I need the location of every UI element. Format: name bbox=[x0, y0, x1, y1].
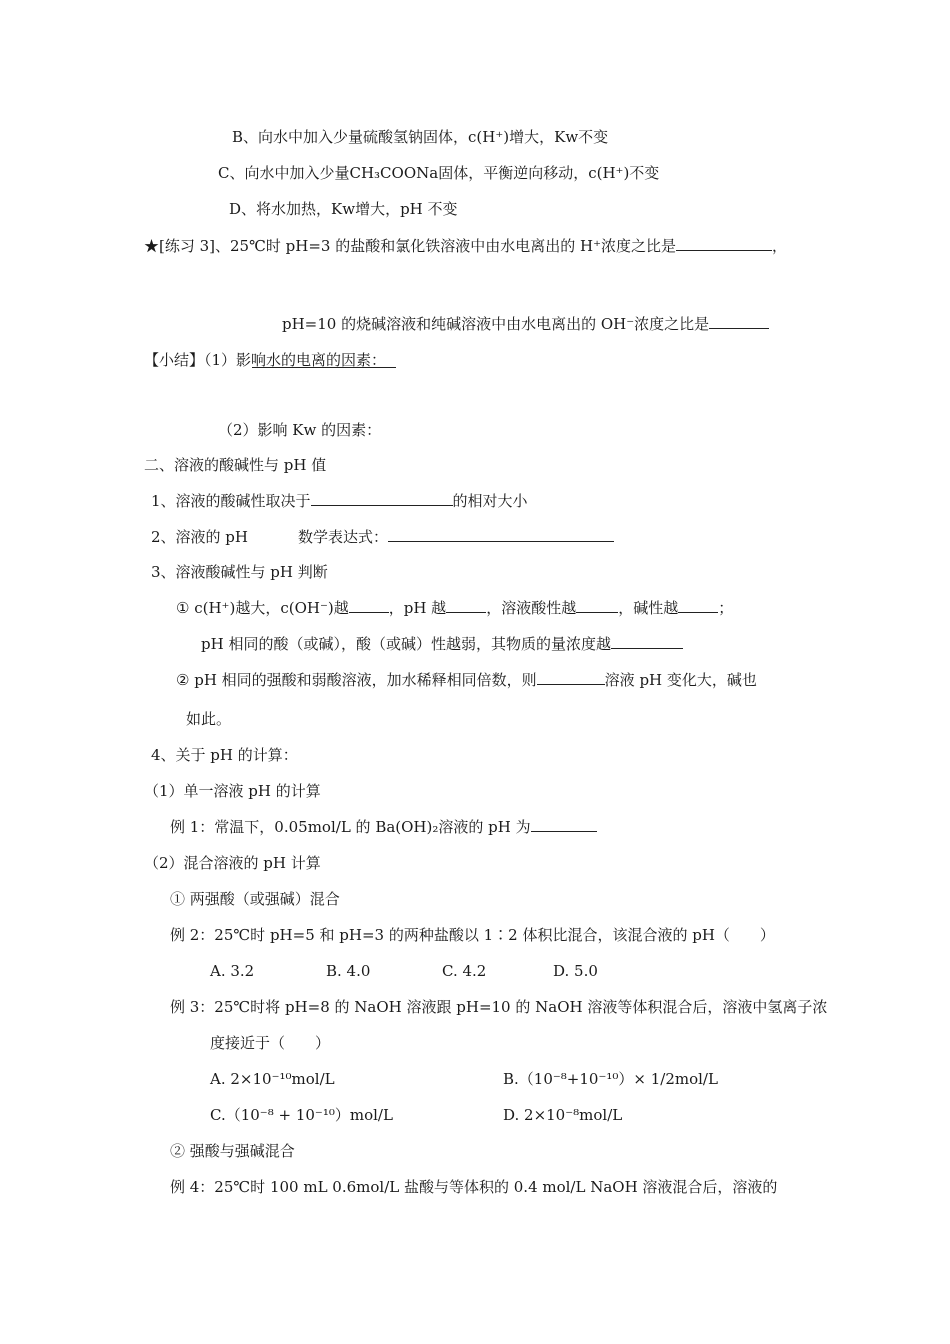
point-4: 4、关于 pH 的计算： bbox=[151, 746, 298, 764]
example-2-option-d: D. 5.0 bbox=[553, 962, 598, 980]
judge-1-b: ，pH 越 bbox=[388, 599, 447, 617]
point-2-expression-label: 数学表达式： bbox=[298, 528, 389, 546]
summary-blank[interactable] bbox=[252, 366, 396, 368]
example-3: 例 3：25℃时将 pH=8 的 NaOH 溶液跟 pH=10 的 NaOH 溶液等体积混合后，溶液中氢离子浓 bbox=[170, 998, 828, 1016]
example-3-option-b: B.（10⁻⁸+10⁻¹⁰）× 1/2mol/L bbox=[503, 1070, 718, 1088]
exercise-3-text: ★[练习 3]、25℃时 pH=3 的盐酸和氯化铁溶液中由水电离出的 H⁺浓度之比是 bbox=[144, 237, 676, 255]
mix-1-title: ① 两强酸（或强碱）混合 bbox=[170, 890, 340, 908]
point-1 bbox=[151, 491, 528, 511]
example-1 bbox=[170, 817, 597, 837]
example-1-text: 例 1：常温下，0.05mol/L 的 Ba(OH)₂溶液的 pH 为 bbox=[170, 818, 531, 836]
example-3-line-2: 度接近于（ ） bbox=[210, 1034, 331, 1052]
option-c: C、向水中加入少量CH₃COONa固体，平衡逆向移动，c(H⁺)不变 bbox=[218, 164, 660, 182]
point-1-text: 1、溶液的酸碱性取决于 bbox=[151, 492, 311, 510]
point-2-text: 2、溶液的 pH bbox=[151, 528, 248, 546]
judge-1-line-2-text: pH 相同的酸（或碱），酸（或碱）性越弱，其物质的量浓度越 bbox=[201, 635, 611, 653]
answer-blank[interactable] bbox=[446, 598, 486, 613]
answer-blank[interactable] bbox=[576, 598, 618, 613]
judge-2 bbox=[176, 670, 757, 690]
calc-2-title: （2）混合溶液的 pH 计算 bbox=[144, 854, 321, 872]
example-3-option-d: D. 2×10⁻⁸mol/L bbox=[503, 1106, 623, 1124]
mix-2-title: ② 强酸与强碱混合 bbox=[170, 1142, 295, 1160]
judge-2-line-2: 如此。 bbox=[186, 710, 232, 728]
judge-1-e: ； bbox=[718, 599, 734, 617]
answer-blank[interactable] bbox=[537, 670, 605, 685]
answer-blank[interactable] bbox=[311, 491, 453, 506]
summary-heading: 【小结】（1）影响水的电离的因素： bbox=[144, 351, 387, 369]
answer-blank[interactable] bbox=[611, 634, 683, 649]
example-2-option-a: A. 3.2 bbox=[210, 962, 255, 980]
exercise-3-text-2: pH=10 的烧碱溶液和纯碱溶液中由水电离出的 OH⁻浓度之比是 bbox=[282, 315, 710, 333]
example-2-option-b: B. 4.0 bbox=[326, 962, 371, 980]
answer-blank[interactable] bbox=[531, 817, 597, 832]
example-2: 例 2：25℃时 pH=5 和 pH=3 的两种盐酸以 1∶2 体积比混合，该混合液的 pH（ ） bbox=[170, 926, 775, 944]
judge-2-tail: 溶液 pH 变化大，碱也 bbox=[604, 671, 757, 689]
summary-item-2: （2）影响 Kw 的因素： bbox=[218, 421, 382, 439]
judge-1-c: ，溶液酸性越 bbox=[486, 599, 577, 617]
answer-blank[interactable] bbox=[388, 527, 614, 542]
exercise-3-line-1 bbox=[144, 236, 787, 256]
answer-blank[interactable] bbox=[349, 598, 389, 613]
point-3: 3、溶液酸碱性与 pH 判断 bbox=[151, 563, 328, 581]
answer-blank[interactable] bbox=[678, 598, 718, 613]
example-3-option-a: A. 2×10⁻¹⁰mol/L bbox=[210, 1070, 335, 1088]
exercise-3-comma: ， bbox=[771, 237, 787, 255]
option-b: B、向水中加入少量硫酸氢钠固体，c(H⁺)增大，Kw不变 bbox=[232, 128, 609, 146]
judge-2-text: ② pH 相同的强酸和弱酸溶液，加水稀释相同倍数，则 bbox=[176, 671, 537, 689]
section-2-title: 二、溶液的酸碱性与 pH 值 bbox=[144, 456, 327, 474]
example-3-option-c: C.（10⁻⁸ + 10⁻¹⁰）mol/L bbox=[210, 1106, 393, 1124]
calc-1-title: （1）单一溶液 pH 的计算 bbox=[144, 782, 321, 800]
example-2-option-c: C. 4.2 bbox=[442, 962, 487, 980]
example-4: 例 4：25℃时 100 mL 0.6mol/L 盐酸与等体积的 0.4 mol/L NaOH 溶液混合后，溶液的 bbox=[170, 1178, 778, 1196]
judge-1-line-2 bbox=[201, 634, 683, 654]
answer-blank[interactable] bbox=[676, 236, 772, 251]
judge-1 bbox=[176, 598, 733, 618]
point-2 bbox=[151, 527, 614, 547]
point-1-tail: 的相对大小 bbox=[452, 492, 528, 510]
option-d: D、将水加热，Kw增大，pH 不变 bbox=[229, 200, 458, 218]
answer-blank[interactable] bbox=[709, 314, 769, 329]
judge-1-d: ，碱性越 bbox=[618, 599, 679, 617]
exercise-3-line-2 bbox=[282, 314, 769, 334]
judge-1-a: ① c(H⁺)越大，c(OH⁻)越 bbox=[176, 599, 349, 617]
